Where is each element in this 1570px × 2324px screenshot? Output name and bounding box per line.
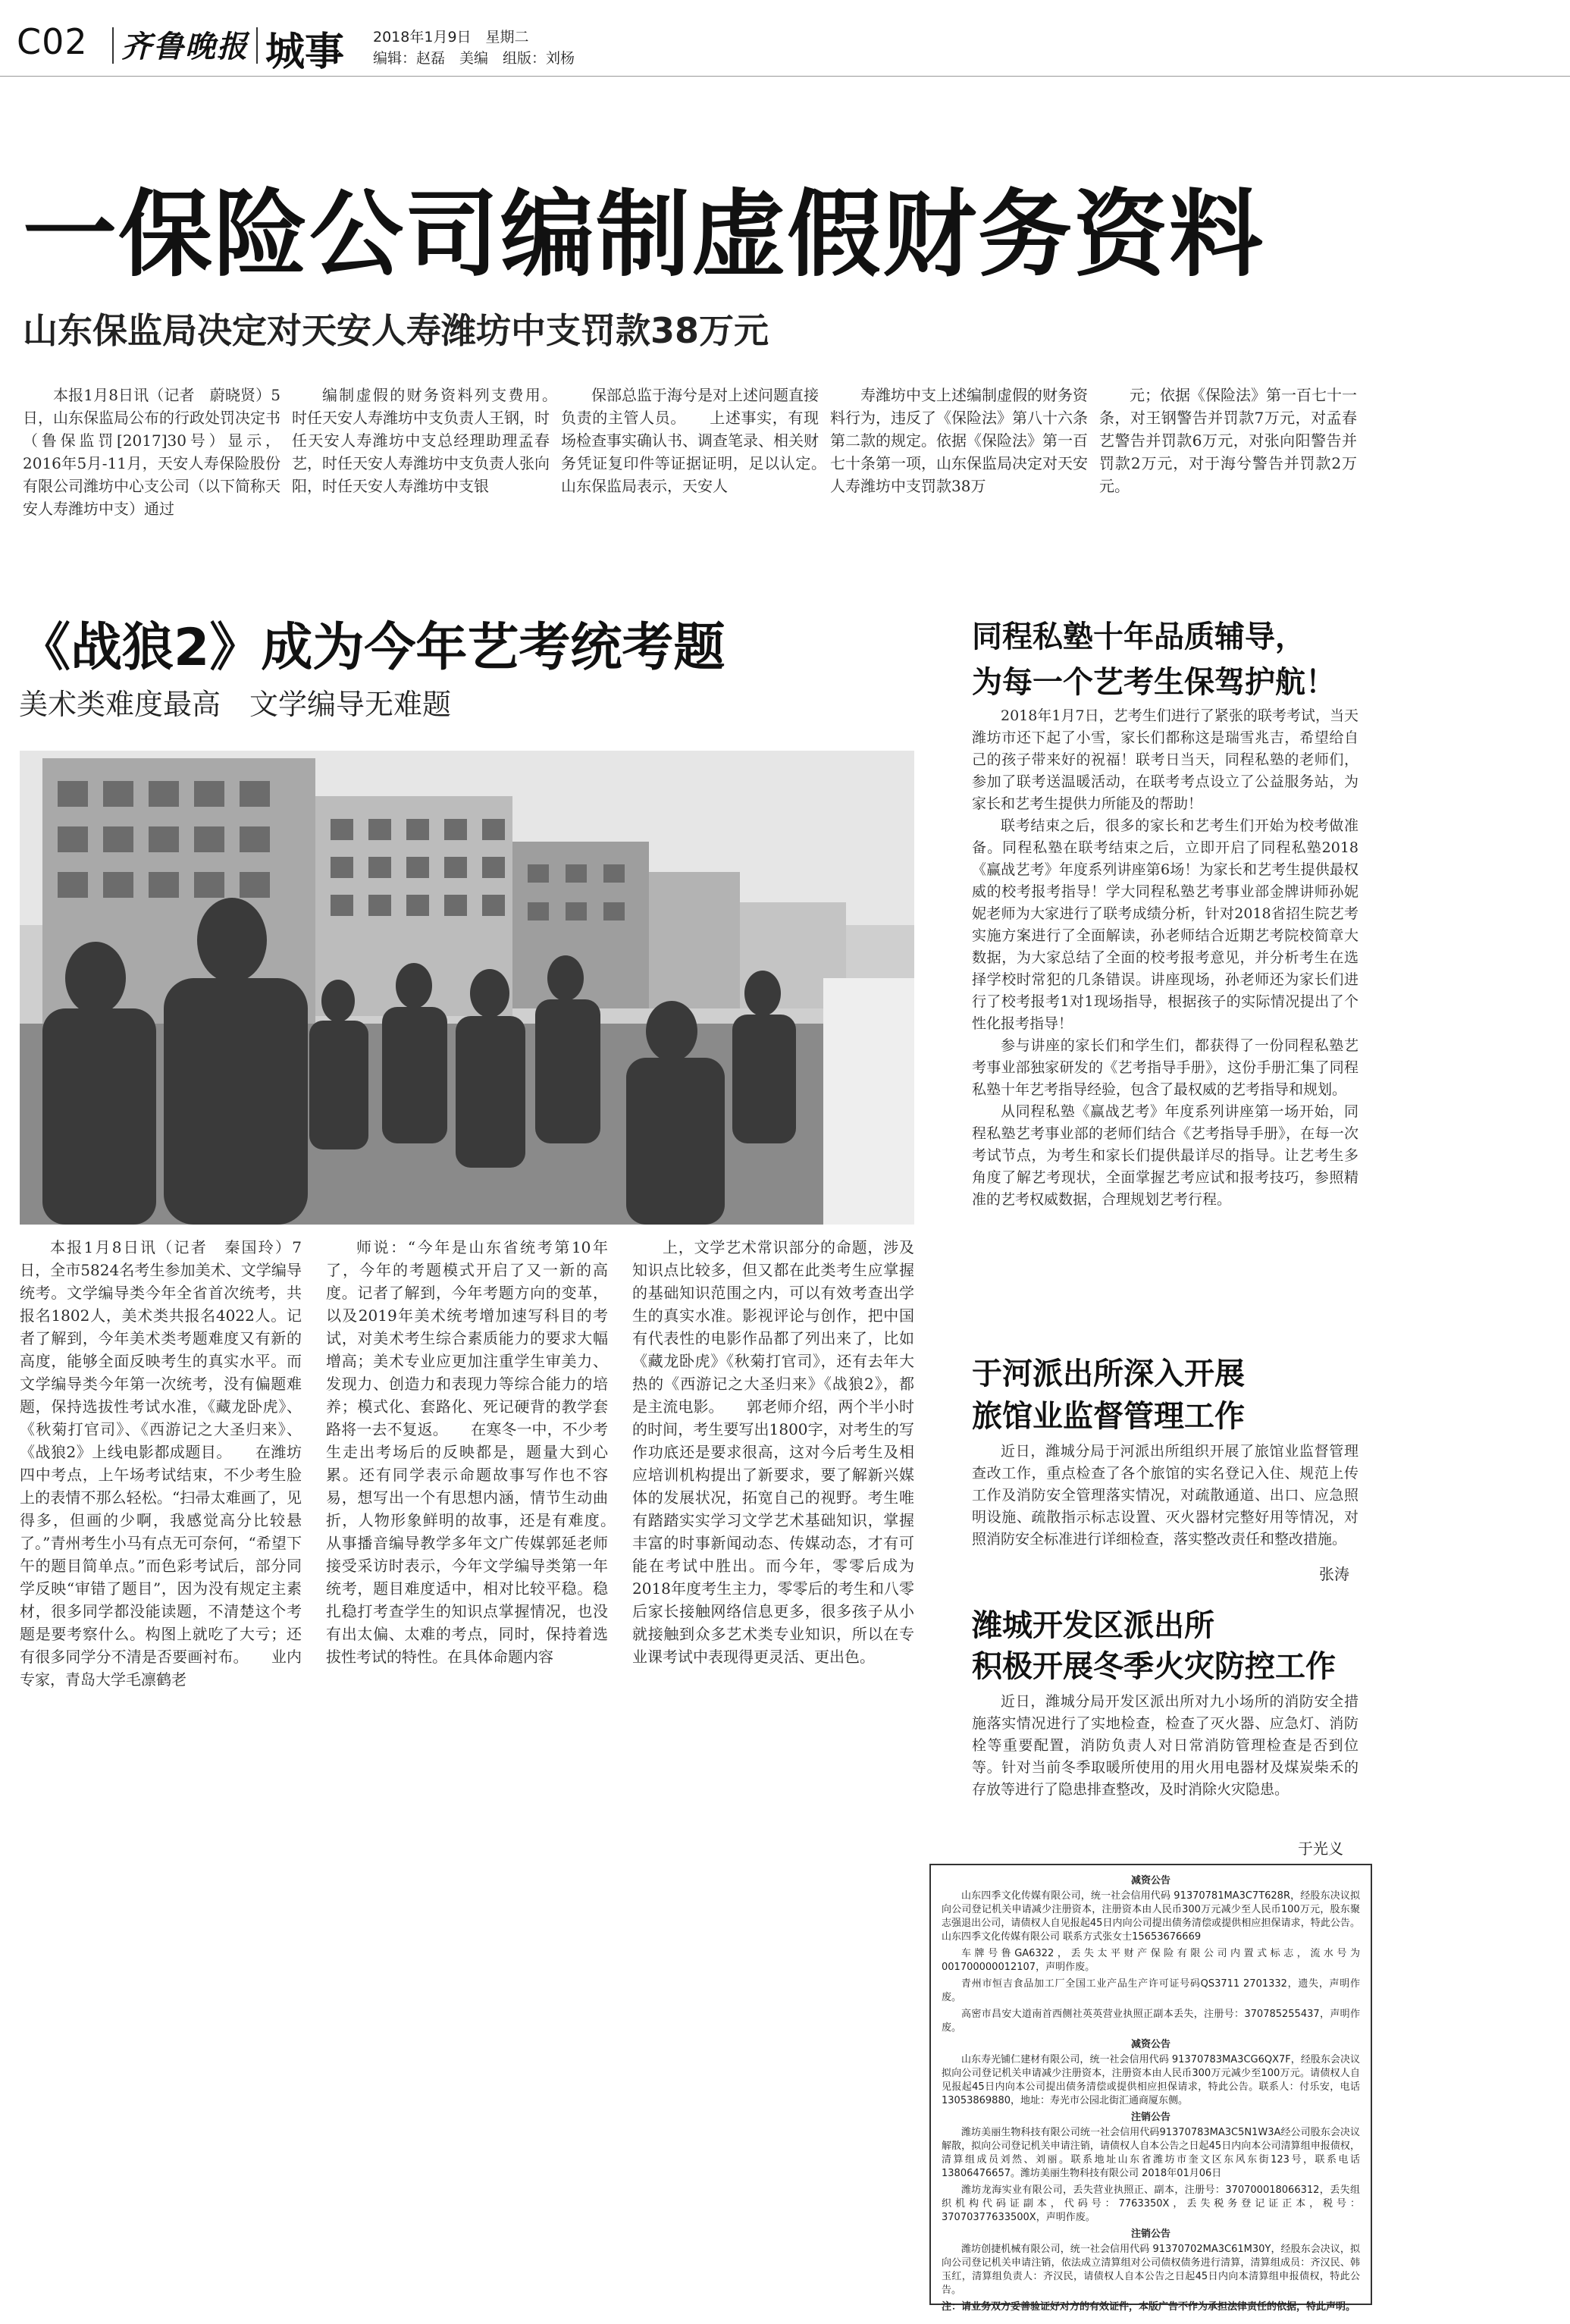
page-number: C02 (17, 21, 88, 62)
header-divider (256, 27, 258, 64)
story2-column-3 (632, 1236, 914, 1759)
ad-paragraph: 从同程私塾《赢战艺考》年度系列讲座第一场开始，同程私塾艺考事业部的老师们结合《艺考指导手册》，在每一次考试节点，为考生和家长们提供最详尽的指导。让艺考生多角度了解艺考现状，全面掌握艺考应试和报考技巧，参照精准的艺考权威数据，合理规划艺考行程。 (972, 1103, 1358, 1208)
story1-column-1 (23, 384, 280, 558)
news-photo (20, 751, 914, 1225)
story4-byline: 于光义 (1298, 1839, 1343, 1858)
ad-paragraph: 2018年1月7日，艺考生们进行了紧张的联考考试，当天潍坊市还下起了小雪，家长们都称这是瑞雪兆吉，希望给自己的孩子带来好的祝福！联考日当天，同程私塾的老师们，参加了联考送温暖活动，在联考考点设立了公益服务站，为家长和艺考生提供力所能及的帮助！ (972, 707, 1358, 812)
story4-paragraph: 近日，潍城分局开发区派出所对九小场所的消防安全措施落实情况进行了实地检查，检查了灭火器、应急灯、消防栓等重要配置，消防负责人对日常消防管理检查是否到位等。针对当前冬季取暖所使用的用火用电器材及煤炭柴禾的存放等进行了隐患排查整改，及时消除火灾隐患。 (972, 1693, 1358, 1798)
story3-headline-line2: 旅馆业监督管理工作 (972, 1399, 1245, 1434)
notice-title: 减资公告 (1130, 1875, 1170, 1886)
ad-body (972, 705, 1358, 1350)
notice-text: 车牌号鲁GA6322，丢失太平财产保险有限公司内置式标志，流水号为001700000012107，声明作废。 (942, 1948, 1360, 1973)
notice-text: 青州市恒吉食品加工厂全国工业产品生产许可证号码QS3711 2701332，遗失，声明作废。 (942, 1978, 1360, 2003)
ad-headline-line1: 同程私塾十年品质辅导， (972, 619, 1305, 654)
notice-footer: 注：请业务双方妥善验证好对方的有效证件，本版广告不作为承担法律责任的依据，特此声明。 (942, 2301, 1356, 2313)
story3-byline: 张涛 (1319, 1565, 1349, 1583)
ad-paragraph: 联考结束之后，很多的家长和艺考生们开始为校考做准备。同程私塾在联考结束之后，立即开启了同程私塾2018《赢战艺考》年度系列讲座第6场！为家长和艺考生提供最权威的校考报考指导！学大同程私塾艺考事业部金牌讲师孙妮妮老师为大家进行了联考成绩分析，针对2018省招生院艺考实施方案进行了全面解读，孙老师结合近期艺考院校简章大数据，为大家总结了全面的校考报考意见，并分析考生在选择学校时常犯的几条错误。讲座现场，孙老师还为家长们进行了校考报考1对1现场指导，根据孩子的实际情况提出了个性化报考指导！ (972, 817, 1358, 1032)
notice-title: 注销公告 (1130, 2112, 1170, 2123)
story1-paragraph: 保部总监于海兮是对上述问题直接负责的主管人员。 上述事实，有现场检查事实确认书、调查笔录、相关财务凭证复印件等证据证明，足以认定。 山东保监局表示，天安人 (561, 386, 819, 495)
notice-text: 高密市昌安大道南首西侧社英英营业执照正副本丢失，注册号：370785255437，声明作废。 (942, 2009, 1360, 2034)
story2-headline: 《战狼2》成为今年艺考统考题 (19, 618, 725, 678)
header-rule (0, 76, 1570, 77)
notice-title: 注销公告 (1130, 2228, 1170, 2240)
story1-column-2 (292, 384, 550, 558)
section-title: 城事 (265, 30, 345, 75)
notice-text: 潍坊美丽生物科技有限公司统一社会信用代码91370783MA3C5N1W3A经公司股东会决议解散，拟向公司登记机关申请注销，请债权人自本公告之日起45日内向本公司清算组申报债权，清算组成员刘然、刘丽。联系地址山东省潍坊市奎文区东风东街123号，联系电话13806476657。潍坊美丽生物科技有限公司 2018年01月06日 (942, 2127, 1360, 2179)
story3-body (972, 1441, 1358, 1600)
public-notices-box (929, 1864, 1372, 2313)
story2-column-1 (20, 1236, 302, 1759)
story1-paragraph: 元；依据《保险法》第一百七十一条，对王钢警告并罚款7万元，对孟春艺警告并罚款6万元，对张向阳警告并罚款2万元，对于海兮警告并罚款2万元。 (1099, 386, 1357, 495)
ad-paragraph: 参与讲座的家长们和学生们，都获得了一份同程私塾艺考事业部独家研发的《艺考指导手册》，这份手册汇集了同程私塾十年艺考指导经验，包含了最权威的艺考指导和规划。 (972, 1037, 1358, 1098)
story2-paragraph: 上，文学艺术常识部分的命题，涉及知识点比较多，但又都在此类考生应掌握的基础知识范围之内，可以有效考查出学生的真实水准。影视评论与创作，把中国有代表性的电影作品都了列出来了，比如《藏龙卧虎》《秋菊打官司》，还有去年大热的《西游记之大圣归来》《战狼2》，都是主流电影。 郭老师介绍，两个半小时的时间，考生要写出1800字，对考生的写作功底还是要求很高，这对今后考生及相应培训机构提出了新要求，要了解新兴媒体的发展状况，拓宽自己的视野。考生唯有踏踏实实学习文学艺术基础知识，掌握丰富的时事新闻动态、传媒动态，才有可能在考试中胜出。而今年，零零后成为2018年度考生主力，零零后的考生和八零后家长接触网络信息更多，很多孩子从小就接触到众多艺术类专业知识，所以在专业课考试中表现得更灵活、更出色。 (632, 1238, 914, 1666)
story2-paragraph: 本报1月8日讯（记者 秦国玲）7日，全市5824名考生参加美术、文学编导统考。文学编导类今年全省首次统考，共报名1802人，美术类共报名4022人。记者了解到，今年美术类考题难度又有新的高度，能够全面反映考生的真实水平。而文学编导类今年第一次统考，没有偏题难题，保持选拔性考试水准，《藏龙卧虎》、《秋菊打官司》、《西游记之大圣归来》、《战狼2》上线电影都成题目。 在潍坊四中考点，上午场考试结束，不少考生脸上的表情不那么轻松。“扫帚太难画了，见得多，但画的少啊，我感觉高分比较悬了。”青州考生小马有点无可奈何，“希望下午的题目简单点。”而色彩考试后，部分同学反映“审错了题目”，因为没有规定主素材，很多同学都没能读题，不清楚这个考题是要考察什么。构图上就吃了大亏；还有很多同学分不清是否要画衬布。 业内专家，青岛大学毛凛鹤老 (20, 1238, 302, 1689)
story3-paragraph: 近日，潍城分局于河派出所组织开展了旅馆业监督管理查改工作，重点检查了各个旅馆的实名登记入住、规范上传工作及消防安全管理落实情况，对疏散通道、出口、应急照明设施、疏散指示标志设置、灭火器材完整好用等情况，对照消防安全标准进行详细检查，落实整改责任和整改措施。 (972, 1443, 1358, 1548)
story4-headline-line2: 积极开展冬季火灾防控工作 (972, 1649, 1336, 1684)
notice-text: 山东寿光铺仁建材有限公司，统一社会信用代码 91370783MA3CG6QX7F，经股东会决议拟向公司登记机关申请减少注册资本，注册资本由人民币300万元减少至100万元。请债权人自见报起45日内向本公司提出债务清偿或提供相应担保请求，特此公告。联系人：付乐安，电话13053869880，地址：寿光市公园北街汇通商厦东侧。 (942, 2054, 1360, 2106)
ad-headline-line2: 为每一个艺考生保驾护航！ (972, 665, 1336, 700)
story1-column-3 (561, 384, 819, 558)
notice-text: 潍坊龙海实业有限公司，丢失营业执照正、副本，注册号：370700018066312，丢失组织机构代码证副本，代码号：7763350X，丢失税务登记证正本，税号：37070377633500X，声明作废。 (942, 2184, 1360, 2223)
notice-title: 减资公告 (1130, 2039, 1170, 2050)
story2-column-2 (326, 1236, 608, 1759)
story4-headline-line1: 潍城开发区派出所 (972, 1608, 1214, 1643)
photo-scene (20, 751, 914, 1225)
story1-column-4 (830, 384, 1088, 558)
story1-paragraph: 寿潍坊中支上述编制虚假的财务资料行为，违反了《保险法》第八十六条第二款的规定。依据《保险法》第一百七十条第一项，山东保监局决定对天安人寿潍坊中支罚款38万 (830, 386, 1088, 495)
story1-paragraph: 本报1月8日讯（记者 蔚晓贤）5日，山东保监局公布的行政处罚决定书（鲁保监罚[2017]30号）显示，2016年5月-11月，天安人寿保险股份有限公司潍坊中心支公司（以下简称天安人寿潍坊中支）通过 (23, 386, 280, 518)
story1-headline: 一保险公司编制虚假财务资料 (23, 180, 1265, 290)
story1-subhead: 山东保监局决定对天安人寿潍坊中支罚款38万元 (23, 310, 769, 351)
story2-subhead: 美术类难度最高 文学编导无难题 (19, 688, 452, 721)
story3-headline-line1: 于河派出所深入开展 (972, 1356, 1245, 1391)
story4-body (972, 1691, 1358, 1846)
header-divider (112, 27, 114, 64)
editor-credits: 编辑：赵磊 美编 组版：刘杨 (373, 50, 575, 67)
story1-paragraph: 编制虚假的财务资料列支费用。 时任天安人寿潍坊中支负责人王钢，时任天安人寿潍坊中支总经理助理孟春艺，时任天安人寿潍坊中支负责人张向阳，时任天安人寿潍坊中支银 (292, 386, 550, 495)
issue-date: 2018年1月9日 星期二 (373, 29, 529, 45)
masthead-logo: 齐鲁晚报 (121, 29, 249, 64)
story1-column-5 (1099, 384, 1357, 558)
notice-text: 潍坊创捷机械有限公司，统一社会信用代码 91370702MA3C61M30Y，经股东会决议，拟向公司登记机关申请注销，依法成立清算组对公司债权债务进行清算，清算组成员：齐汉民、韩玉红，清算组负责人：齐汉民，请债权人自本公告之日起45日内向本清算组申报债权，特此公告。 (942, 2244, 1360, 2296)
story2-paragraph: 师说：“今年是山东省统考第10年了，今年的考题模式开启了又一新的高度。记者了解到，今年考题方向的变革，以及2019年美术统考增加速写科目的考试，对美术考生综合素质能力的要求大幅增高；美术专业应更加注重学生审美力、发现力、创造力和表现力等综合能力的培养；模式化、套路化、死记硬背的教学套路将一去不复返。 在寒冬一中，不少考生走出考场后的反映都是，题量大到心累。还有同学表示命题故事写作也不容易，想写出一个有思想内涵，情节生动曲折，人物形象鲜明的故事，还是有难度。 从事播音编导教学多年文广传媒郭延老师接受采访时表示，今年文学编导类第一年统考，题目难度适中，相对比较平稳。稳扎稳打考查学生的知识点掌握情况，也没有出太偏、太难的考点，同时，保持着选拔性考试的特性。在具体命题内容 (326, 1238, 608, 1666)
notice-text: 山东四季文化传媒有限公司，统一社会信用代码 91370781MA3C7T628R，经股东决议拟向公司登记机关申请减少注册资本，注册资本由人民币300万元减少至人民币100万元，股东聚志强退出公司，请债权人自见报起45日内向公司提出债务清偿或提供相应担保请求，特此公告。山东四季文化传媒有限公司 联系方式张女士15653676669 (942, 1890, 1360, 1943)
